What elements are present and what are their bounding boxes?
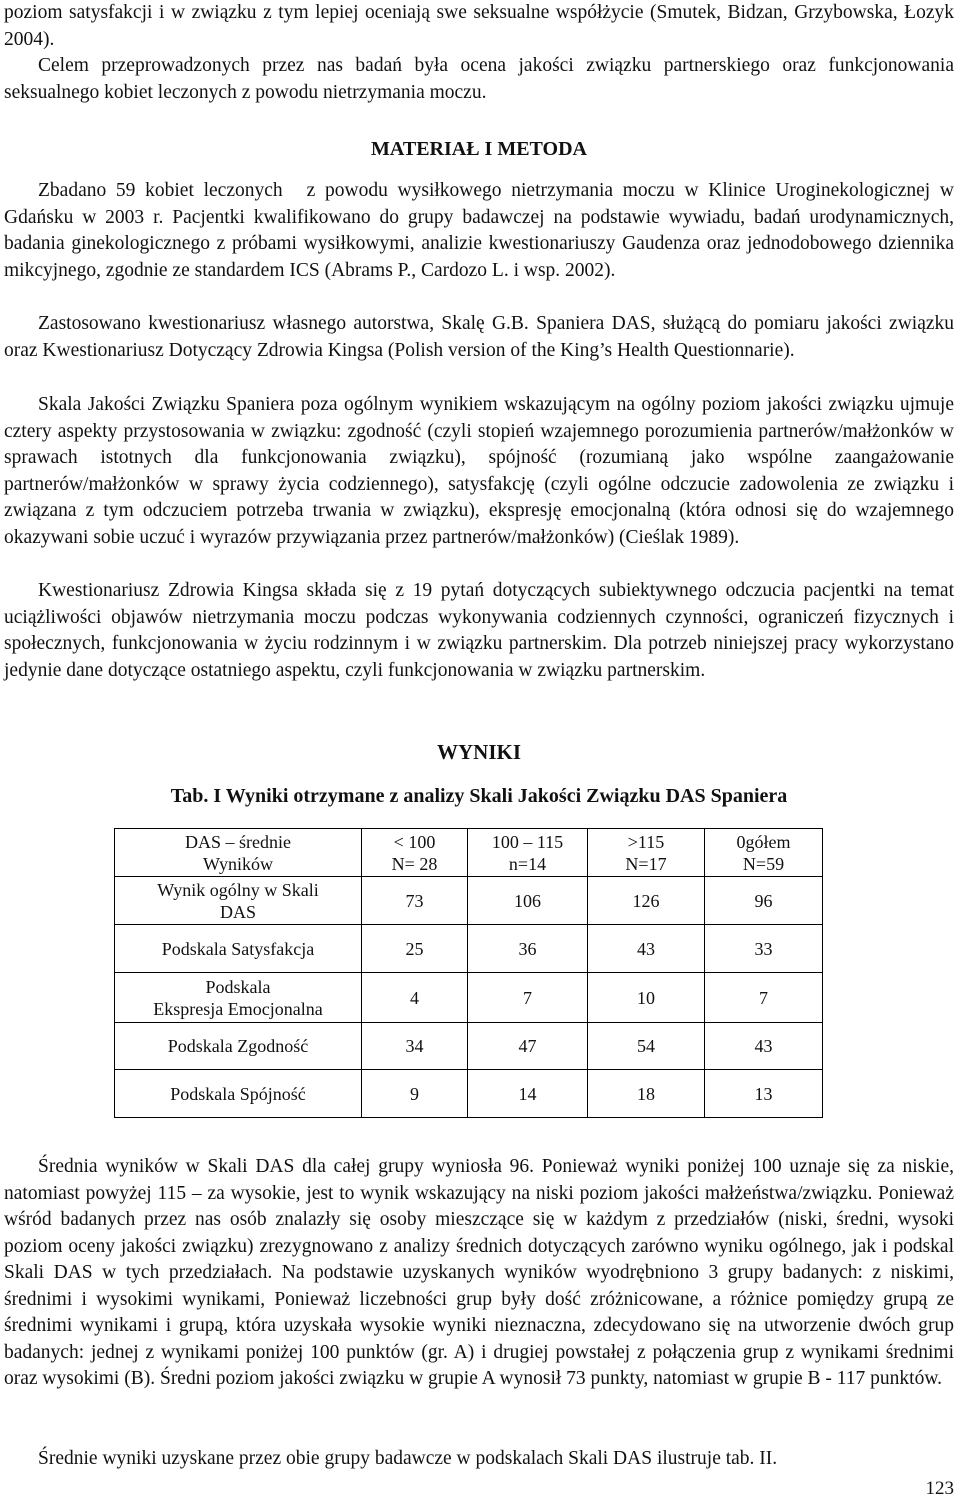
table-value-cell: 25 bbox=[362, 925, 468, 973]
table-value-cell: 73 bbox=[362, 877, 468, 925]
table-row-satisfaction bbox=[115, 925, 823, 973]
row-label-line: Podskala bbox=[205, 976, 271, 997]
table-row-cohesion bbox=[115, 1070, 823, 1118]
row-label-cell bbox=[115, 1023, 362, 1070]
column-range: 100 – 115 bbox=[491, 831, 564, 852]
table-value-cell: 106 bbox=[468, 877, 588, 925]
das-results-table bbox=[114, 828, 823, 1118]
row-label-line: Podskala Spójność bbox=[170, 1083, 306, 1104]
results-paragraph-2: Średnie wyniki uzyskane przez obie grupy badawcze w podskalach Skali DAS ilustruje tab. II. bbox=[38, 1448, 778, 1469]
table-value-cell: 7 bbox=[468, 973, 588, 1023]
row-label-cell bbox=[115, 925, 362, 973]
table-value-cell: 9 bbox=[362, 1070, 468, 1118]
table-value-cell: 96 bbox=[705, 877, 823, 925]
row-label-line: Ekspresja Emocjonalna bbox=[153, 998, 323, 1019]
column-count: n=14 bbox=[508, 853, 547, 874]
row-label-line: Podskala Satysfakcja bbox=[161, 938, 315, 959]
table-column-header bbox=[588, 829, 705, 877]
table-header-row bbox=[115, 829, 823, 877]
table-value-cell: 47 bbox=[468, 1023, 588, 1070]
row-label-cell bbox=[115, 973, 362, 1023]
row-label-line: Wynik ogólny w Skali bbox=[157, 879, 319, 900]
methods-paragraph-2: Zastosowano kwestionariusz własnego autorstwa, Skalę G.B. Spaniera DAS, służącą do pomiaru jakości związku oraz Kwestionariusz Dotyczący Zdrowia Kingsa (Polish version of the King’s Health Questionnarie). bbox=[4, 313, 954, 361]
table-value-cell: 7 bbox=[705, 973, 823, 1023]
methods-heading: MATERIAŁ I METODA bbox=[371, 138, 587, 160]
table-value-cell: 126 bbox=[588, 877, 705, 925]
methods-paragraph-1-rest: z powodu wysiłkowego nietrzymania moczu w Klinice Uroginekologicznej w Gdańsku w 2003 r. Pacjentki kwalifikowano do grupy badawczej na podstawie wywiadu, badań urodynamicznych, badania ginekologicznego z próbami wysiłkowymi, analizie kwestionariuszy Gaudenza oraz jednodobowego dziennika mikcyjnego, zgodnie ze standardem ICS (Abrams P., Cardozo L. i wsp. 2002). bbox=[4, 180, 955, 281]
table-value-cell: 4 bbox=[362, 973, 468, 1023]
table-row-expression bbox=[115, 973, 823, 1023]
column-count: N=59 bbox=[742, 853, 785, 874]
intro-continuation-paragraph: poziom satysfakcji i w związku z tym lepiej oceniają swe seksualne współżycie (Smutek, Bidzan, Grzybowska, Łozyk 2004). bbox=[4, 2, 954, 50]
das-results-table-wrap bbox=[114, 828, 823, 1118]
results-paragraph-1: Średnia wyników w Skali DAS dla całej grupy wyniosła 96. Ponieważ wyniki poniżej 100 uznaje się za niskie, natomiast powyżej 115 – za wysokie, jest to wynik wskazujący na niski poziom jakości małżeństwa/związku. Ponieważ wśród badanych przez nas osób znalazły się osoby mieszczące się w każdym z przedziałów (niski, średni, wysoki poziom oceny jakości związku) zrezygnowano z analizy średnich dotyczących zarówno wyniku ogólnego, jak i podskal Skali DAS w tych przedziałach. Na podstawie uzyskanych wyników wyodrębniono 3 grupy badanych: z niskimi, średnimi i wysokimi wynikami, Ponieważ liczebności grup były dość zróżnicowane, a różnice pomiędzy grupą ze średnimi wynikami i grupą, która uzyskała wysokie wyniki nieznaczna, zdecydowano się na utworzenie dwóch grup badanych: jednej z wynikami poniżej 100 punktów (gr. A) i drugiej powstałej z połączenia grup z wynikami średnimi oraz wysokimi (B). Średni poziom jakości związku w grupie A wynosił 73 punkty, natomiast w grupie B - 117 punktów. bbox=[4, 1156, 954, 1389]
table-value-cell: 14 bbox=[468, 1070, 588, 1118]
table-row-overall bbox=[115, 877, 823, 925]
table-column-header bbox=[705, 829, 823, 877]
table-value-cell: 13 bbox=[705, 1070, 823, 1118]
column-count: N=17 bbox=[625, 853, 667, 874]
table-value-cell: 36 bbox=[468, 925, 588, 973]
table-header-label-line: DAS – średnie bbox=[185, 831, 291, 852]
table-value-cell: 18 bbox=[588, 1070, 705, 1118]
table-header-label-line: Wyników bbox=[203, 853, 273, 874]
column-range: >115 bbox=[627, 831, 665, 852]
row-label-cell bbox=[115, 1070, 362, 1118]
row-label-cell bbox=[115, 877, 362, 925]
table-row-consensus bbox=[115, 1023, 823, 1070]
table-caption: Tab. I Wyniki otrzymane z analizy Skali Jakości Związku DAS Spaniera bbox=[170, 785, 788, 807]
column-count: N= 28 bbox=[391, 853, 438, 874]
table-header-label-cell bbox=[115, 829, 362, 877]
table-column-header bbox=[468, 829, 588, 877]
table-value-cell: 43 bbox=[705, 1023, 823, 1070]
table-value-cell: 34 bbox=[362, 1023, 468, 1070]
methods-paragraph-4: Kwestionariusz Zdrowia Kingsa składa się z 19 pytań dotyczących subiektywnego odczucia pacjentki na temat uciążliwości objawów nietrzymania moczu podczas wykonywania codziennych czynności, ograniczeń fizycznych i społecznych, funkcjonowania w życiu rodzinnym i w związku partnerskim. Dla potrzeb niniejszej pracy wykorzystano jedynie dane dotyczące ostatniego aspektu, czyli funkcjonowania w związku partnerskim. bbox=[4, 580, 954, 681]
row-label-line: Podskala Zgodność bbox=[167, 1036, 309, 1056]
page-number: 123 bbox=[925, 1478, 954, 1499]
methods-paragraph-1 bbox=[4, 178, 954, 284]
methods-paragraph-3: Skala Jakości Związku Spaniera poza ogólnym wynikiem wskazującym na ogólny poziom jakości związku ujmuje cztery aspekty przystosowania w związku: zgodność (czyli stopień wzajemnego porozumienia partnerów/małżonków w sprawach istotnych dla funkcjonowania związku), spójność (rozumianą jako wspólne zaangażowanie partnerów/małżonków w sprawy życia codziennego), satysfakcję (czyli ogólne odczucie zadowolenia ze związku i związana z tym odczuciem potrzeba trwania w związku), ekspresję emocjonalną (która odnosi się do wzajemnego okazywani sobie uczuć i wyrazów przywiązania przez partnerów/małżonków) (Cieślak 1989). bbox=[4, 394, 954, 548]
table-column-header bbox=[362, 829, 468, 877]
table-value-cell: 10 bbox=[588, 973, 705, 1023]
table-value-cell: 33 bbox=[705, 925, 823, 973]
study-aim-paragraph: Celem przeprowadzonych przez nas badań była ocena jakości związku partnerskiego oraz funkcjonowania seksualnego kobiet leczonych z powodu nietrzymania moczu. bbox=[4, 55, 954, 103]
column-range: < 100 bbox=[393, 831, 436, 852]
row-label-line: DAS bbox=[219, 901, 256, 922]
column-range: 0gółem bbox=[736, 831, 791, 852]
results-heading: WYNIKI bbox=[436, 740, 521, 764]
methods-paragraph-1-lead: Zbadano 59 kobiet leczonych bbox=[38, 180, 283, 201]
table-value-cell: 43 bbox=[588, 925, 705, 973]
table-value-cell: 54 bbox=[588, 1023, 705, 1070]
